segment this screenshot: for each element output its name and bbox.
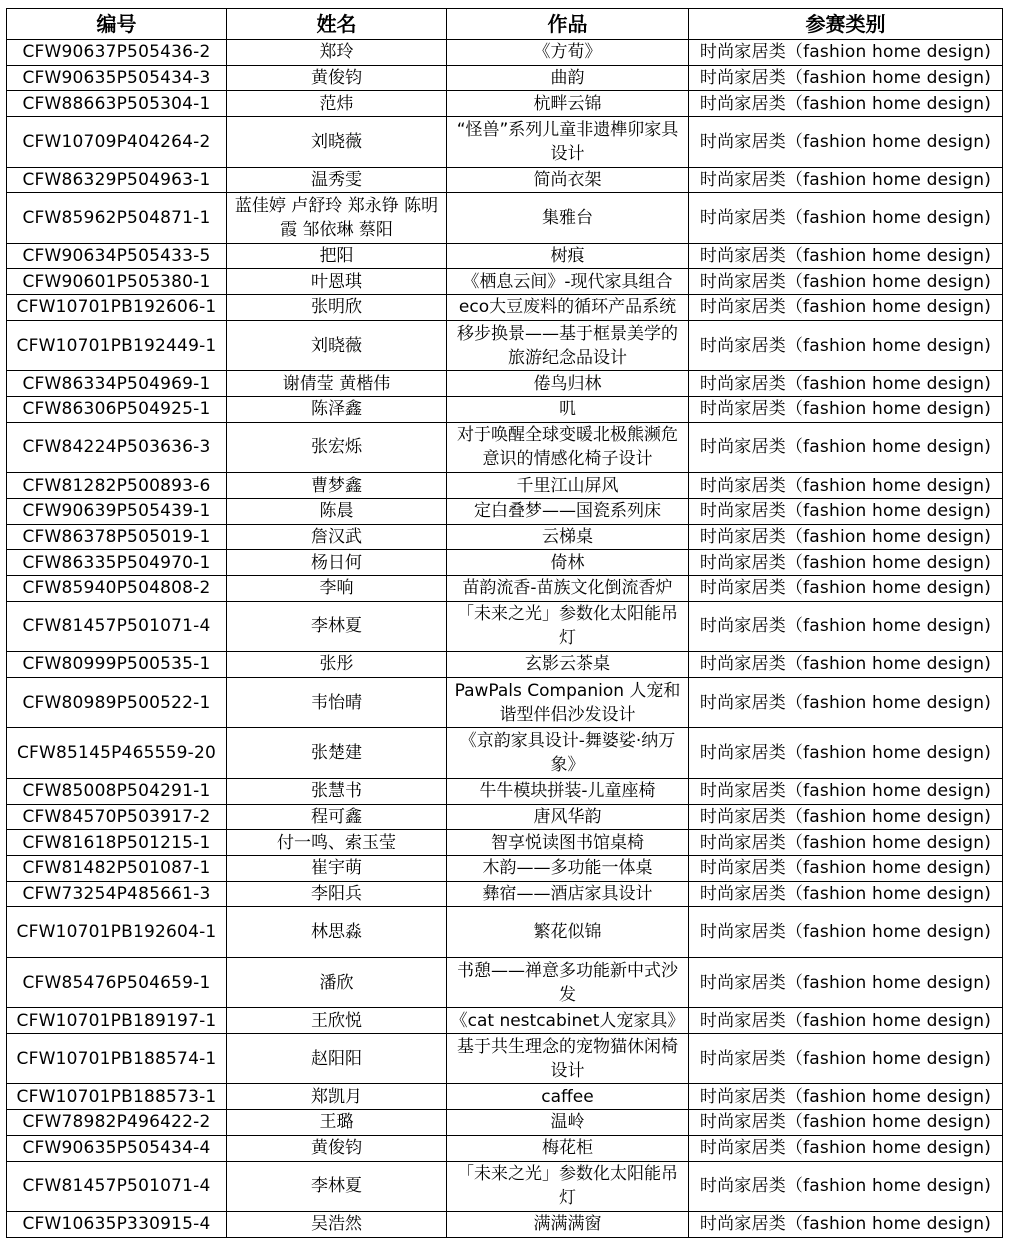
entrant-name-cell: 黄俊钧 bbox=[227, 65, 447, 91]
entry-id-cell: CFW10701PB189197-1 bbox=[7, 1008, 227, 1034]
table-body bbox=[7, 40, 1003, 1238]
table-row bbox=[7, 524, 1003, 550]
entrant-name-cell: 潘欣 bbox=[227, 957, 447, 1008]
entry-id-cell: CFW10701PB192449-1 bbox=[7, 320, 227, 371]
entrant-name-cell: 曹梦鑫 bbox=[227, 473, 447, 499]
entry-id-cell: CFW81482P501087-1 bbox=[7, 855, 227, 881]
entrant-name-cell: 付一鸣、索玉莹 bbox=[227, 830, 447, 856]
entrant-name-cell: 郑玲 bbox=[227, 40, 447, 66]
work-title-cell: 树痕 bbox=[447, 243, 689, 269]
table-row bbox=[7, 550, 1003, 576]
entrant-name-cell: 王璐 bbox=[227, 1110, 447, 1136]
category-cell: 时尚家居类（fashion home design) bbox=[689, 1008, 1003, 1034]
category-cell: 时尚家居类（fashion home design) bbox=[689, 117, 1003, 168]
table-row bbox=[7, 677, 1003, 728]
table-row bbox=[7, 243, 1003, 269]
category-cell: 时尚家居类（fashion home design) bbox=[689, 371, 1003, 397]
header-work: 作品 bbox=[447, 9, 689, 40]
entrant-name-cell: 陈泽鑫 bbox=[227, 397, 447, 423]
table-row bbox=[7, 778, 1003, 804]
entrant-name-cell: 李林夏 bbox=[227, 601, 447, 652]
entry-id-cell: CFW90634P505433-5 bbox=[7, 243, 227, 269]
entry-id-cell: CFW10701PB188574-1 bbox=[7, 1033, 227, 1084]
header-id: 编号 bbox=[7, 9, 227, 40]
category-cell: 时尚家居类（fashion home design) bbox=[689, 422, 1003, 473]
work-title-cell: 云梯桌 bbox=[447, 524, 689, 550]
work-title-cell: 杭畔云锦 bbox=[447, 91, 689, 117]
work-title-cell: 《cat nestcabinet人宠家具》 bbox=[447, 1008, 689, 1034]
work-title-cell: 《栖息云间》-现代家具组合 bbox=[447, 269, 689, 295]
entrant-name-cell: 范炜 bbox=[227, 91, 447, 117]
table-row bbox=[7, 473, 1003, 499]
entry-id-cell: CFW10635P330915-4 bbox=[7, 1212, 227, 1238]
category-cell: 时尚家居类（fashion home design) bbox=[689, 728, 1003, 779]
work-title-cell: 「未来之光」参数化太阳能吊灯 bbox=[447, 601, 689, 652]
work-title-cell: 「未来之光」参数化太阳能吊灯 bbox=[447, 1161, 689, 1212]
entrant-name-cell: 李响 bbox=[227, 575, 447, 601]
work-title-cell: 移步换景——基于框景美学的旅游纪念品设计 bbox=[447, 320, 689, 371]
table-row bbox=[7, 397, 1003, 423]
table-row bbox=[7, 575, 1003, 601]
table-row bbox=[7, 1135, 1003, 1161]
table-header bbox=[7, 9, 1003, 40]
entry-id-cell: CFW73254P485661-3 bbox=[7, 881, 227, 907]
entry-id-cell: CFW81457P501071-4 bbox=[7, 1161, 227, 1212]
work-title-cell: 彝宿——酒店家具设计 bbox=[447, 881, 689, 907]
table-row bbox=[7, 498, 1003, 524]
category-cell: 时尚家居类（fashion home design) bbox=[689, 193, 1003, 244]
entry-id-cell: CFW90601P505380-1 bbox=[7, 269, 227, 295]
entry-id-cell: CFW80999P500535-1 bbox=[7, 652, 227, 678]
table-row bbox=[7, 1110, 1003, 1136]
table-row bbox=[7, 907, 1003, 958]
entry-id-cell: CFW85940P504808-2 bbox=[7, 575, 227, 601]
entrant-name-cell: 张宏烁 bbox=[227, 422, 447, 473]
table-row bbox=[7, 117, 1003, 168]
entrant-name-cell: 刘晓薇 bbox=[227, 320, 447, 371]
entrant-name-cell: 黄俊钧 bbox=[227, 1135, 447, 1161]
work-title-cell: caffee bbox=[447, 1084, 689, 1110]
category-cell: 时尚家居类（fashion home design) bbox=[689, 320, 1003, 371]
entry-id-cell: CFW90635P505434-3 bbox=[7, 65, 227, 91]
category-cell: 时尚家居类（fashion home design) bbox=[689, 601, 1003, 652]
entrant-name-cell: 杨日何 bbox=[227, 550, 447, 576]
table-row bbox=[7, 601, 1003, 652]
table-row bbox=[7, 728, 1003, 779]
entry-id-cell: CFW81457P501071-4 bbox=[7, 601, 227, 652]
table-row bbox=[7, 855, 1003, 881]
entrant-name-cell: 李林夏 bbox=[227, 1161, 447, 1212]
work-title-cell: 木韵——多功能一体桌 bbox=[447, 855, 689, 881]
entrant-name-cell: 蓝佳婷 卢舒玲 郑永铮 陈明霞 邹依琳 蔡阳 bbox=[227, 193, 447, 244]
entrant-name-cell: 把阳 bbox=[227, 243, 447, 269]
work-title-cell: 对于唤醒全球变暖北极熊濒危意识的情感化椅子设计 bbox=[447, 422, 689, 473]
work-title-cell: 叽 bbox=[447, 397, 689, 423]
work-title-cell: 曲韵 bbox=[447, 65, 689, 91]
entry-id-cell: CFW85145P465559-20 bbox=[7, 728, 227, 779]
table-row bbox=[7, 881, 1003, 907]
table-row bbox=[7, 1084, 1003, 1110]
category-cell: 时尚家居类（fashion home design) bbox=[689, 1110, 1003, 1136]
table-row bbox=[7, 830, 1003, 856]
table-row bbox=[7, 40, 1003, 66]
category-cell: 时尚家居类（fashion home design) bbox=[689, 269, 1003, 295]
work-title-cell: 唐风华韵 bbox=[447, 804, 689, 830]
work-title-cell: 书憩——禅意多功能新中式沙发 bbox=[447, 957, 689, 1008]
work-title-cell: 《京韵家具设计-舞婆娑·纳万象》 bbox=[447, 728, 689, 779]
work-title-cell: 繁花似锦 bbox=[447, 907, 689, 958]
category-cell: 时尚家居类（fashion home design) bbox=[689, 1084, 1003, 1110]
category-cell: 时尚家居类（fashion home design) bbox=[689, 881, 1003, 907]
category-cell: 时尚家居类（fashion home design) bbox=[689, 907, 1003, 958]
entrant-name-cell: 韦怡晴 bbox=[227, 677, 447, 728]
entry-id-cell: CFW85476P504659-1 bbox=[7, 957, 227, 1008]
entry-id-cell: CFW88663P505304-1 bbox=[7, 91, 227, 117]
table-row bbox=[7, 65, 1003, 91]
work-title-cell: 牛牛模块拼装-儿童座椅 bbox=[447, 778, 689, 804]
entry-id-cell: CFW85008P504291-1 bbox=[7, 778, 227, 804]
table-row bbox=[7, 193, 1003, 244]
category-cell: 时尚家居类（fashion home design) bbox=[689, 243, 1003, 269]
entrant-name-cell: 陈晨 bbox=[227, 498, 447, 524]
table-row bbox=[7, 957, 1003, 1008]
category-cell: 时尚家居类（fashion home design) bbox=[689, 855, 1003, 881]
entry-id-cell: CFW10701PB192604-1 bbox=[7, 907, 227, 958]
entry-id-cell: CFW85962P504871-1 bbox=[7, 193, 227, 244]
entrant-name-cell: 张彤 bbox=[227, 652, 447, 678]
work-title-cell: 倚林 bbox=[447, 550, 689, 576]
entry-id-cell: CFW86334P504969-1 bbox=[7, 371, 227, 397]
category-cell: 时尚家居类（fashion home design) bbox=[689, 804, 1003, 830]
work-title-cell: PawPals Companion 人宠和谐型伴侣沙发设计 bbox=[447, 677, 689, 728]
entrant-name-cell: 王欣悦 bbox=[227, 1008, 447, 1034]
category-cell: 时尚家居类（fashion home design) bbox=[689, 830, 1003, 856]
entrant-name-cell: 郑凯月 bbox=[227, 1084, 447, 1110]
category-cell: 时尚家居类（fashion home design) bbox=[689, 677, 1003, 728]
category-cell: 时尚家居类（fashion home design) bbox=[689, 575, 1003, 601]
header-category: 参赛类别 bbox=[689, 9, 1003, 40]
entry-id-cell: CFW10701PB192606-1 bbox=[7, 295, 227, 321]
category-cell: 时尚家居类（fashion home design) bbox=[689, 524, 1003, 550]
category-cell: 时尚家居类（fashion home design) bbox=[689, 550, 1003, 576]
work-title-cell: 简尚衣架 bbox=[447, 167, 689, 193]
table-row bbox=[7, 1033, 1003, 1084]
entrant-name-cell: 崔宇萌 bbox=[227, 855, 447, 881]
work-title-cell: 梅花柜 bbox=[447, 1135, 689, 1161]
category-cell: 时尚家居类（fashion home design) bbox=[689, 1135, 1003, 1161]
table-row bbox=[7, 1161, 1003, 1212]
entrant-name-cell: 张楚建 bbox=[227, 728, 447, 779]
entry-id-cell: CFW86329P504963-1 bbox=[7, 167, 227, 193]
table-row bbox=[7, 371, 1003, 397]
entrant-name-cell: 叶恩琪 bbox=[227, 269, 447, 295]
category-cell: 时尚家居类（fashion home design) bbox=[689, 957, 1003, 1008]
entry-id-cell: CFW86306P504925-1 bbox=[7, 397, 227, 423]
header-row bbox=[7, 9, 1003, 40]
entrant-name-cell: 张慧书 bbox=[227, 778, 447, 804]
category-cell: 时尚家居类（fashion home design) bbox=[689, 40, 1003, 66]
table-row bbox=[7, 804, 1003, 830]
category-cell: 时尚家居类（fashion home design) bbox=[689, 1033, 1003, 1084]
category-cell: 时尚家居类（fashion home design) bbox=[689, 91, 1003, 117]
category-cell: 时尚家居类（fashion home design) bbox=[689, 295, 1003, 321]
entry-id-cell: CFW86335P504970-1 bbox=[7, 550, 227, 576]
table-row bbox=[7, 1212, 1003, 1238]
entrant-name-cell: 程可鑫 bbox=[227, 804, 447, 830]
entry-id-cell: CFW90635P505434-4 bbox=[7, 1135, 227, 1161]
entrant-name-cell: 赵阳阳 bbox=[227, 1033, 447, 1084]
entrant-name-cell: 林思淼 bbox=[227, 907, 447, 958]
work-title-cell: 玄影云茶桌 bbox=[447, 652, 689, 678]
category-cell: 时尚家居类（fashion home design) bbox=[689, 1212, 1003, 1238]
entrant-name-cell: 李阳兵 bbox=[227, 881, 447, 907]
entry-id-cell: CFW10701PB188573-1 bbox=[7, 1084, 227, 1110]
entry-id-cell: CFW90637P505436-2 bbox=[7, 40, 227, 66]
entry-id-cell: CFW78982P496422-2 bbox=[7, 1110, 227, 1136]
work-title-cell: 倦鸟归林 bbox=[447, 371, 689, 397]
entrant-name-cell: 张明欣 bbox=[227, 295, 447, 321]
table-row bbox=[7, 91, 1003, 117]
entry-id-cell: CFW10709P404264-2 bbox=[7, 117, 227, 168]
entry-id-cell: CFW81618P501215-1 bbox=[7, 830, 227, 856]
entrant-name-cell: 温秀雯 bbox=[227, 167, 447, 193]
table-row bbox=[7, 320, 1003, 371]
category-cell: 时尚家居类（fashion home design) bbox=[689, 652, 1003, 678]
table-row bbox=[7, 652, 1003, 678]
category-cell: 时尚家居类（fashion home design) bbox=[689, 397, 1003, 423]
header-name: 姓名 bbox=[227, 9, 447, 40]
work-title-cell: 基于共生理念的宠物猫休闲椅设计 bbox=[447, 1033, 689, 1084]
work-title-cell: 定白叠梦——国瓷系列床 bbox=[447, 498, 689, 524]
category-cell: 时尚家居类（fashion home design) bbox=[689, 498, 1003, 524]
work-title-cell: 满满满窗 bbox=[447, 1212, 689, 1238]
category-cell: 时尚家居类（fashion home design) bbox=[689, 778, 1003, 804]
category-cell: 时尚家居类（fashion home design) bbox=[689, 1161, 1003, 1212]
work-title-cell: “怪兽”系列儿童非遗榫卯家具设计 bbox=[447, 117, 689, 168]
entry-id-cell: CFW80989P500522-1 bbox=[7, 677, 227, 728]
work-title-cell: 千里江山屏风 bbox=[447, 473, 689, 499]
entry-id-cell: CFW81282P500893-6 bbox=[7, 473, 227, 499]
table-row bbox=[7, 269, 1003, 295]
table-row bbox=[7, 422, 1003, 473]
work-title-cell: eco大豆废料的循环产品系统 bbox=[447, 295, 689, 321]
entrant-name-cell: 詹汉武 bbox=[227, 524, 447, 550]
entry-id-cell: CFW84570P503917-2 bbox=[7, 804, 227, 830]
table-row bbox=[7, 295, 1003, 321]
category-cell: 时尚家居类（fashion home design) bbox=[689, 167, 1003, 193]
table-row bbox=[7, 167, 1003, 193]
work-title-cell: 苗韵流香-苗族文化倒流香炉 bbox=[447, 575, 689, 601]
entrant-name-cell: 谢倩莹 黄楷伟 bbox=[227, 371, 447, 397]
work-title-cell: 《方荀》 bbox=[447, 40, 689, 66]
entrant-name-cell: 吴浩然 bbox=[227, 1212, 447, 1238]
entrant-name-cell: 刘晓薇 bbox=[227, 117, 447, 168]
work-title-cell: 温岭 bbox=[447, 1110, 689, 1136]
work-title-cell: 智享悦读图书馆桌椅 bbox=[447, 830, 689, 856]
work-title-cell: 集雅台 bbox=[447, 193, 689, 244]
entry-id-cell: CFW86378P505019-1 bbox=[7, 524, 227, 550]
entry-id-cell: CFW90639P505439-1 bbox=[7, 498, 227, 524]
category-cell: 时尚家居类（fashion home design) bbox=[689, 473, 1003, 499]
results-table bbox=[6, 8, 1003, 1238]
results-table-container bbox=[6, 8, 1002, 1238]
entry-id-cell: CFW84224P503636-3 bbox=[7, 422, 227, 473]
table-row bbox=[7, 1008, 1003, 1034]
category-cell: 时尚家居类（fashion home design) bbox=[689, 65, 1003, 91]
